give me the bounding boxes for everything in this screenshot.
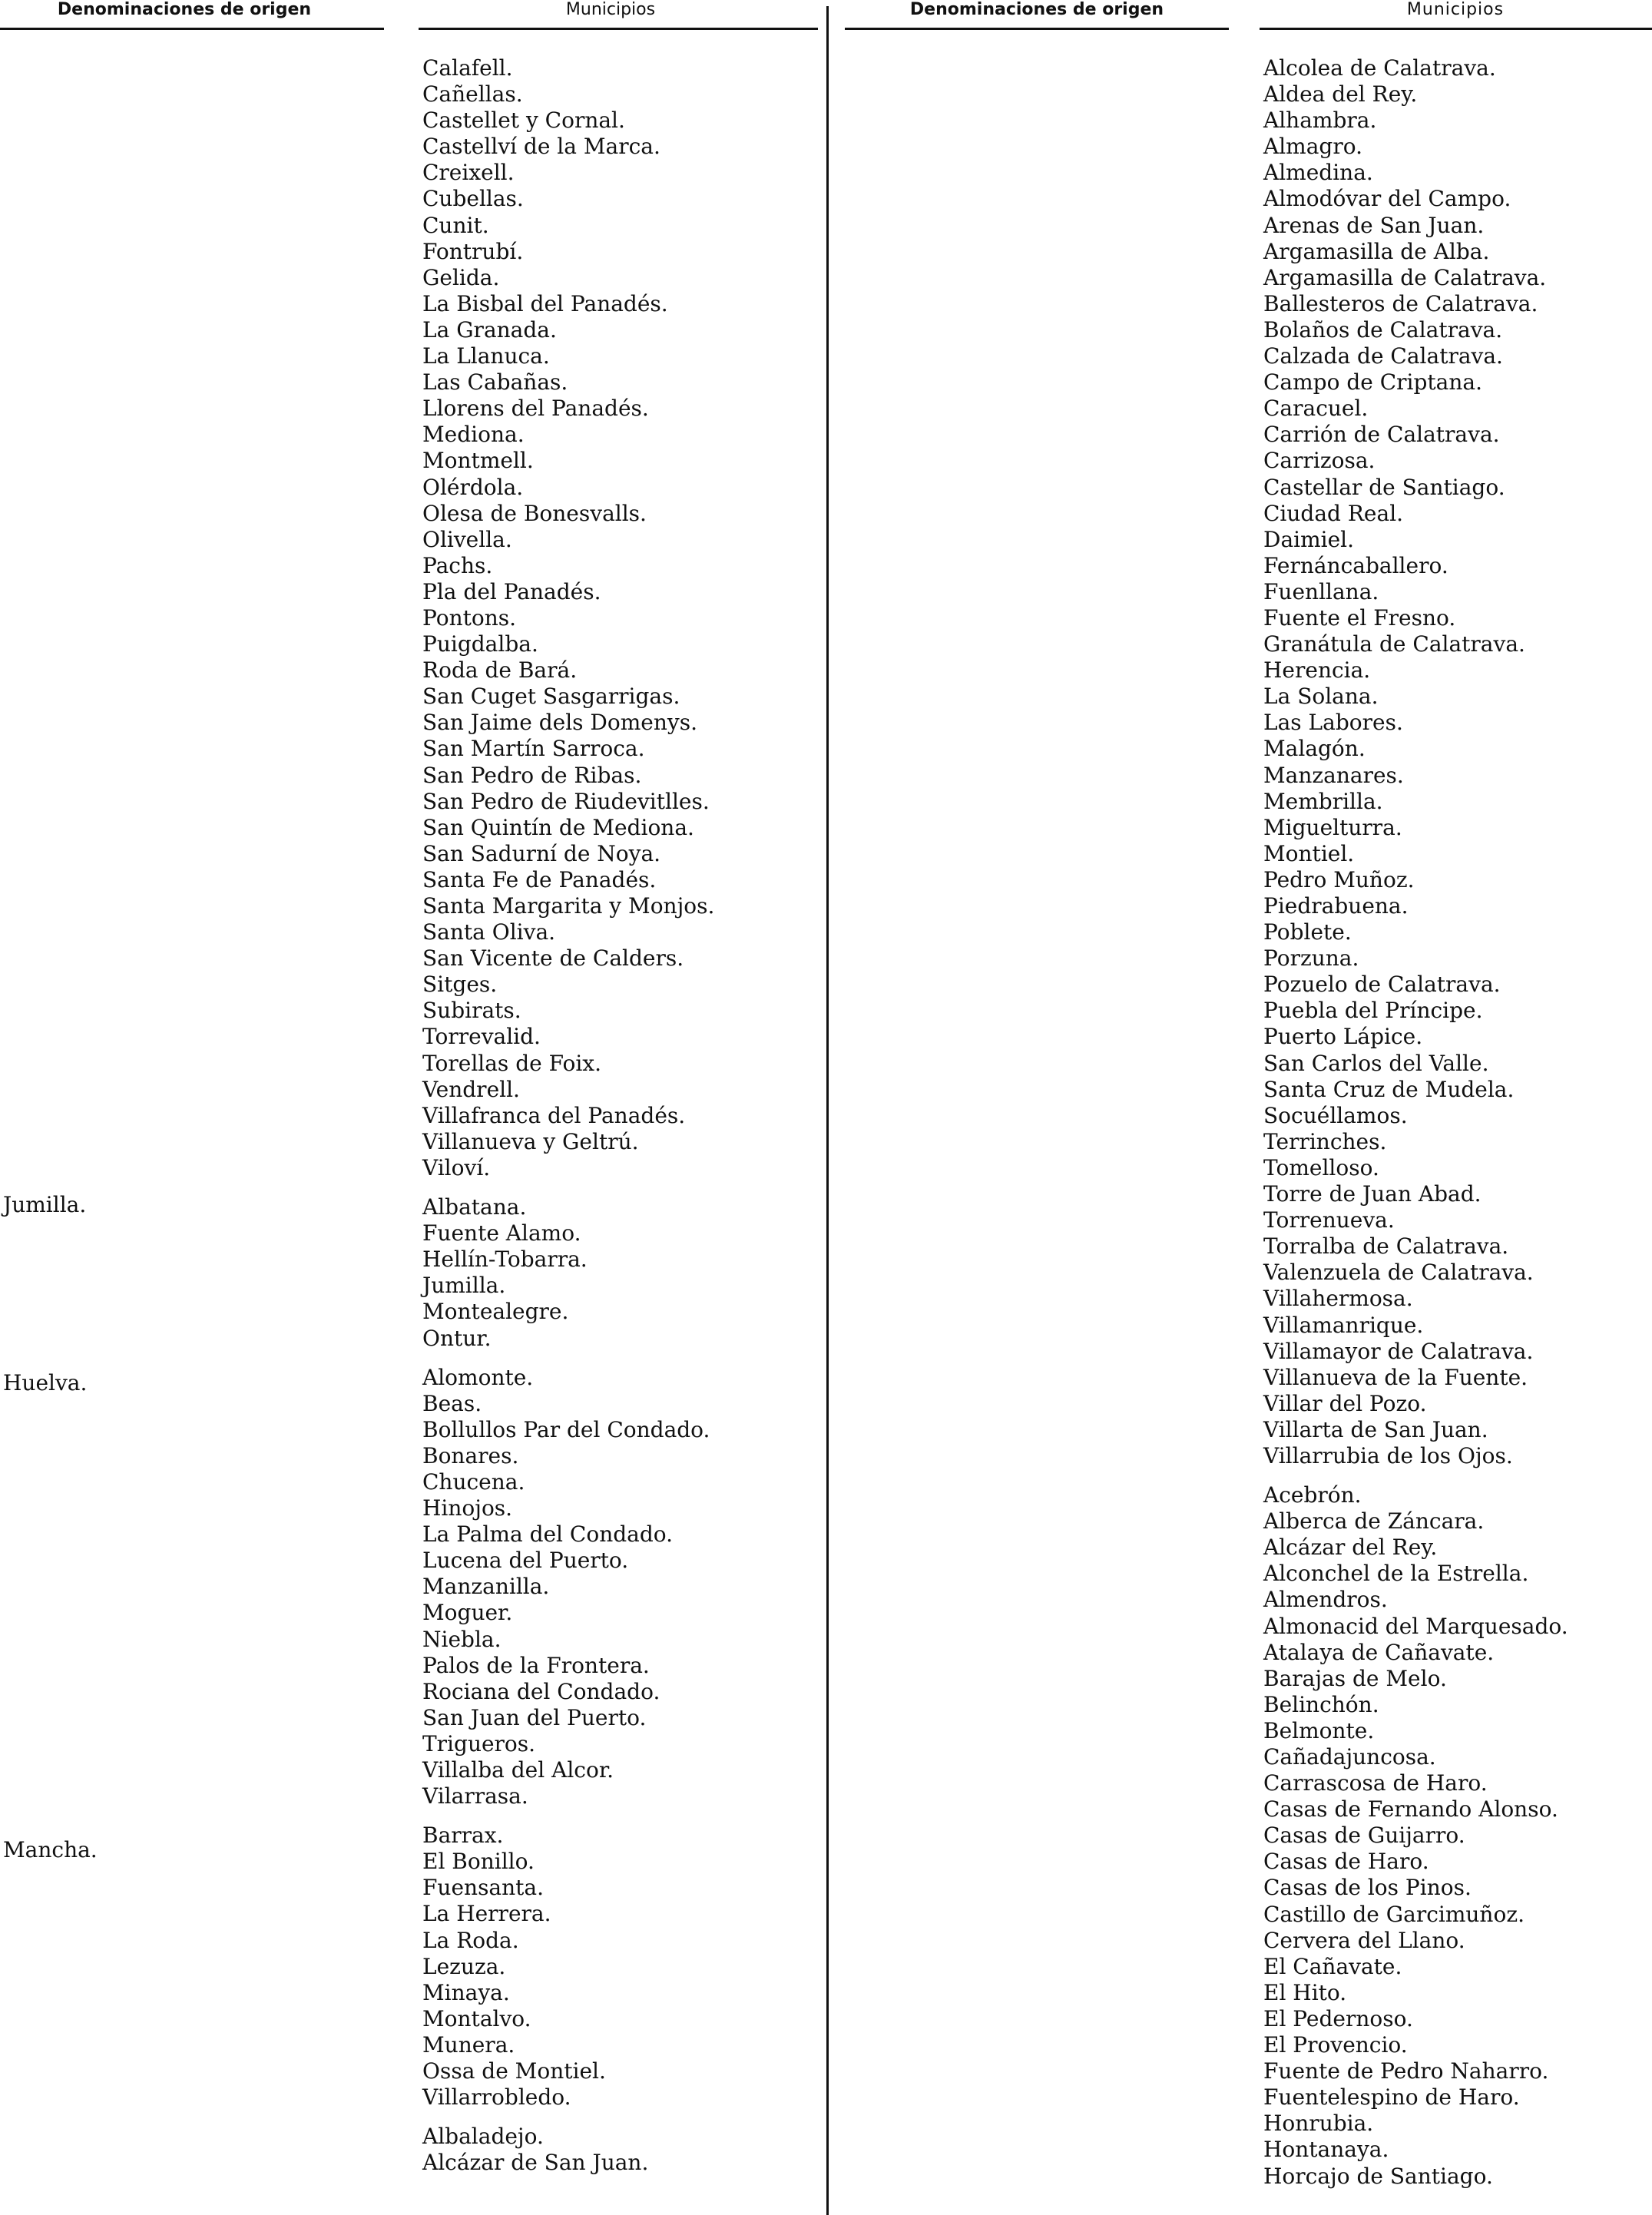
municipio-item: Ossa de Montiel. bbox=[422, 2058, 606, 2084]
municipio-item: Cañellas. bbox=[422, 81, 523, 108]
municipio-item: La Llanuca. bbox=[422, 343, 550, 369]
municipio-item: San Cuget Sasgarrigas. bbox=[422, 684, 680, 710]
municipio-item: Niebla. bbox=[422, 1626, 502, 1652]
municipio-item: Fuensanta. bbox=[422, 1875, 545, 1901]
municipio-item: La Roda. bbox=[422, 1927, 519, 1953]
municipio-item: Bonares. bbox=[422, 1442, 519, 1468]
municipio-item: Miguelturra. bbox=[1263, 814, 1402, 840]
municipio-item: Gelida. bbox=[422, 264, 500, 290]
municipio-item: San Vicente de Calders. bbox=[422, 945, 684, 972]
municipio-item: Villarrobledo. bbox=[422, 2084, 571, 2111]
municipio-item: Bolaños de Calatrava. bbox=[1263, 316, 1503, 343]
municipio-item: Santa Margarita y Monjos. bbox=[422, 893, 715, 919]
municipios-list-right bbox=[1263, 55, 1568, 2190]
municipio-item: Ciudad Real. bbox=[1263, 500, 1404, 526]
municipio-item: Moguer. bbox=[422, 1600, 513, 1626]
municipio-item: Alcázar del Rey. bbox=[1263, 1535, 1438, 1561]
municipio-item: Jumilla. bbox=[422, 1273, 506, 1299]
municipio-item: Hellín-Tobarra. bbox=[422, 1247, 588, 1273]
municipio-item: La Palma del Condado. bbox=[422, 1521, 674, 1548]
municipio-item: Aldea del Rey. bbox=[1263, 81, 1418, 108]
municipio-item: Olérdola. bbox=[422, 474, 524, 500]
municipio-item: El Cañavate. bbox=[1263, 1953, 1402, 1979]
municipio-item: Acebrón. bbox=[1263, 1482, 1362, 1508]
municipio-item: Atalaya de Cañavate. bbox=[1263, 1639, 1495, 1665]
municipio-item: Horcajo de Santiago. bbox=[1263, 2163, 1493, 2189]
municipio-item: Villafranca del Panadés. bbox=[422, 1102, 686, 1128]
municipio-item: Alconchel de la Estrella. bbox=[1263, 1561, 1529, 1587]
municipio-item: Belinchón. bbox=[1263, 1691, 1379, 1717]
group-spacer bbox=[1263, 1469, 1568, 1482]
municipio-item: Fuente de Pedro Naharro. bbox=[1263, 2058, 1549, 2084]
group-spacer bbox=[422, 1352, 714, 1365]
municipio-item: Valenzuela de Calatrava. bbox=[1263, 1260, 1534, 1286]
municipio-item: Rociana del Condado. bbox=[422, 1678, 660, 1704]
municipio-item: Villarrubia de los Ojos. bbox=[1263, 1442, 1513, 1468]
municipio-item: Villanueva y Geltrú. bbox=[422, 1128, 639, 1154]
municipio-item: San Juan del Puerto. bbox=[422, 1704, 647, 1730]
municipio-item: Hontanaya. bbox=[1263, 2137, 1389, 2163]
municipio-item: Sitges. bbox=[422, 972, 498, 998]
municipio-item: Castillo de Garcimuñoz. bbox=[1263, 1901, 1525, 1927]
municipio-item: Torralba de Calatrava. bbox=[1263, 1233, 1509, 1260]
municipio-item: Montiel. bbox=[1263, 840, 1355, 866]
municipio-item: Villar del Pozo. bbox=[1263, 1390, 1427, 1416]
municipio-item: Torellas de Foix. bbox=[422, 1050, 601, 1076]
municipio-item: Carrión de Calatrava. bbox=[1263, 422, 1500, 448]
municipio-item: Tomelloso. bbox=[1263, 1154, 1379, 1180]
municipio-item: Puigdalba. bbox=[422, 631, 538, 657]
municipio-item: El Pedernoso. bbox=[1263, 2005, 1413, 2031]
municipio-item: Puerto Lápice. bbox=[1263, 1024, 1423, 1050]
municipio-item: Campo de Criptana. bbox=[1263, 369, 1483, 396]
municipio-item: Pedro Muñoz. bbox=[1263, 866, 1415, 892]
municipio-item: Castellví de la Marca. bbox=[422, 134, 660, 160]
municipio-item: La Bisbal del Panadés. bbox=[422, 290, 668, 316]
municipio-item: Hinojos. bbox=[422, 1495, 513, 1521]
municipio-item: Herencia. bbox=[1263, 657, 1371, 684]
municipio-item: Arenas de San Juan. bbox=[1263, 212, 1485, 238]
municipio-item: El Provencio. bbox=[1263, 2032, 1408, 2058]
municipio-item: Pla del Panadés. bbox=[422, 578, 601, 604]
municipio-item: Montalvo. bbox=[422, 2005, 531, 2031]
municipio-item: Fuente el Fresno. bbox=[1263, 604, 1456, 631]
municipio-item: Pontons. bbox=[422, 604, 517, 631]
municipio-item: Cubellas. bbox=[422, 186, 524, 212]
header-rule-left-2 bbox=[419, 28, 818, 30]
municipio-item: Villalba del Alcor. bbox=[422, 1757, 614, 1783]
municipio-item: El Bonillo. bbox=[422, 1849, 535, 1875]
origin-mancha: Mancha. bbox=[3, 1837, 98, 1862]
header-municipios-left: Municipios bbox=[565, 0, 656, 19]
municipio-item: Pachs. bbox=[422, 552, 493, 578]
municipio-item: Montealegre. bbox=[422, 1299, 569, 1325]
municipio-item: Lezuza. bbox=[422, 1953, 506, 1979]
municipio-item: Ontur. bbox=[422, 1325, 492, 1351]
municipio-item: Casas de Fernando Alonso. bbox=[1263, 1796, 1558, 1823]
municipio-item: Pozuelo de Calatrava. bbox=[1263, 972, 1501, 998]
municipio-item: Poblete. bbox=[1263, 919, 1352, 945]
group-spacer bbox=[422, 1181, 714, 1194]
municipio-item: Alcázar de San Juan. bbox=[422, 2150, 649, 2176]
origin-jumilla: Jumilla. bbox=[3, 1192, 87, 1217]
origin-huelva: Huelva. bbox=[3, 1370, 88, 1396]
municipio-item: Trigueros. bbox=[422, 1730, 536, 1756]
municipio-item: Cunit. bbox=[422, 212, 489, 238]
municipio-item: Las Cabañas. bbox=[422, 369, 568, 396]
municipio-item: Torrevalid. bbox=[422, 1024, 541, 1050]
municipio-item: Roda de Bará. bbox=[422, 657, 578, 684]
municipio-item: Alcolea de Calatrava. bbox=[1263, 55, 1496, 81]
group-spacer bbox=[422, 1809, 714, 1823]
municipio-item: Alberca de Záncara. bbox=[1263, 1508, 1485, 1535]
municipio-item: Fuenllana. bbox=[1263, 578, 1379, 604]
municipio-item: Daimiel. bbox=[1263, 526, 1355, 552]
group-spacer bbox=[422, 2111, 714, 2124]
municipio-item: Lucena del Puerto. bbox=[422, 1548, 629, 1574]
municipio-item: Villanueva de la Fuente. bbox=[1263, 1364, 1528, 1390]
municipio-item: Castellar de Santiago. bbox=[1263, 474, 1505, 500]
municipio-item: Casas de Guijarro. bbox=[1263, 1823, 1465, 1849]
municipio-item: Barrax. bbox=[422, 1823, 504, 1849]
header-rule-right-1 bbox=[845, 28, 1229, 30]
municipio-item: Ballesteros de Calatrava. bbox=[1263, 290, 1538, 316]
municipio-item: Llorens del Panadés. bbox=[422, 396, 649, 422]
municipio-item: Castellet y Cornal. bbox=[422, 108, 625, 134]
municipio-item: Santa Cruz de Mudela. bbox=[1263, 1076, 1515, 1102]
municipio-item: Albatana. bbox=[422, 1194, 527, 1220]
municipio-item: Piedrabuena. bbox=[1263, 893, 1409, 919]
municipio-item: Villamayor de Calatrava. bbox=[1263, 1338, 1534, 1364]
municipio-item: La Herrera. bbox=[422, 1901, 551, 1927]
municipio-item: Las Labores. bbox=[1263, 710, 1403, 736]
municipio-item: Porzuna. bbox=[1263, 945, 1359, 972]
municipio-item: Cervera del Llano. bbox=[1263, 1927, 1465, 1953]
municipio-item: Almagro. bbox=[1263, 134, 1362, 160]
municipio-item: Subirats. bbox=[422, 998, 521, 1024]
municipio-item: Malagón. bbox=[1263, 736, 1366, 762]
municipio-item: Bollullos Par del Condado. bbox=[422, 1416, 710, 1442]
municipio-item: Almonacid del Marquesado. bbox=[1263, 1613, 1568, 1639]
municipio-item: Alhambra. bbox=[1263, 108, 1377, 134]
municipio-item: Fuente Alamo. bbox=[422, 1220, 581, 1247]
municipio-item: Barajas de Melo. bbox=[1263, 1665, 1447, 1691]
header-denominaciones-left: Denominaciones de origen bbox=[57, 0, 312, 19]
municipio-item: Albaladejo. bbox=[422, 2124, 544, 2150]
header-municipios-right: Municipios bbox=[1406, 0, 1505, 19]
municipio-item: La Granada. bbox=[422, 316, 557, 343]
municipio-item: Casas de Haro. bbox=[1263, 1849, 1429, 1875]
header-denominaciones-right: Denominaciones de origen bbox=[909, 0, 1164, 19]
municipio-item: Manzanares. bbox=[1263, 762, 1404, 788]
municipio-item: Calafell. bbox=[422, 55, 513, 81]
municipio-item: Almedina. bbox=[1263, 160, 1373, 186]
municipio-item: Honrubia. bbox=[1263, 2111, 1374, 2137]
municipio-item: San Quintín de Mediona. bbox=[422, 814, 694, 840]
header-rule-left-1 bbox=[0, 28, 384, 30]
column-divider bbox=[826, 6, 829, 2215]
municipio-item: Almodóvar del Campo. bbox=[1263, 186, 1511, 212]
municipio-item: Caracuel. bbox=[1263, 396, 1369, 422]
municipio-item: San Martín Sarroca. bbox=[422, 736, 645, 762]
municipio-item: Belmonte. bbox=[1263, 1717, 1375, 1743]
municipio-item: Cañadajuncosa. bbox=[1263, 1744, 1436, 1770]
municipio-item: Calzada de Calatrava. bbox=[1263, 343, 1503, 369]
municipio-item: Montmell. bbox=[422, 448, 534, 474]
municipio-item: Santa Fe de Panadés. bbox=[422, 866, 657, 892]
municipio-item: Creixell. bbox=[422, 160, 515, 186]
municipio-item: Santa Oliva. bbox=[422, 919, 556, 945]
municipio-item: Carrascosa de Haro. bbox=[1263, 1770, 1488, 1796]
municipio-item: Torrenueva. bbox=[1263, 1207, 1395, 1233]
municipio-item: Fernáncaballero. bbox=[1263, 552, 1448, 578]
municipio-item: Socuéllamos. bbox=[1263, 1102, 1408, 1128]
municipio-item: Beas. bbox=[422, 1390, 482, 1416]
municipio-item: Alomonte. bbox=[422, 1364, 534, 1390]
municipio-item: La Solana. bbox=[1263, 684, 1379, 710]
municipio-item: Fuentelespino de Haro. bbox=[1263, 2084, 1520, 2111]
municipio-item: Palos de la Frontera. bbox=[422, 1652, 650, 1678]
municipio-item: Chucena. bbox=[422, 1468, 525, 1495]
municipio-item: Vilarrasa. bbox=[422, 1783, 528, 1809]
municipio-item: San Pedro de Ribas. bbox=[422, 762, 642, 788]
municipio-item: Villahermosa. bbox=[1263, 1286, 1413, 1312]
municipio-item: Villarta de San Juan. bbox=[1263, 1416, 1488, 1442]
municipio-item: Mediona. bbox=[422, 422, 525, 448]
municipio-item: Olivella. bbox=[422, 526, 512, 552]
municipio-item: Carrizosa. bbox=[1263, 448, 1376, 474]
municipio-item: Almendros. bbox=[1263, 1587, 1388, 1613]
municipio-item: Munera. bbox=[422, 2031, 515, 2058]
municipio-item: Membrilla. bbox=[1263, 788, 1383, 814]
municipio-item: Minaya. bbox=[422, 1979, 510, 2005]
municipio-item: Olesa de Bonesvalls. bbox=[422, 500, 647, 526]
municipio-item: Casas de los Pinos. bbox=[1263, 1875, 1472, 1901]
municipio-item: Vendrell. bbox=[422, 1076, 520, 1102]
municipio-item: Villamanrique. bbox=[1263, 1312, 1424, 1338]
municipio-item: San Pedro de Riudevitlles. bbox=[422, 788, 710, 814]
municipio-item: San Jaime dels Domenys. bbox=[422, 710, 697, 736]
municipio-item: Viloví. bbox=[422, 1154, 491, 1180]
municipio-item: Argamasilla de Calatrava. bbox=[1263, 264, 1547, 290]
municipio-item: El Hito. bbox=[1263, 1979, 1347, 2005]
municipio-item: Torre de Juan Abad. bbox=[1263, 1181, 1482, 1207]
municipio-item: Argamasilla de Alba. bbox=[1263, 238, 1490, 264]
municipio-item: Terrinches. bbox=[1263, 1128, 1387, 1154]
municipio-item: San Sadurní de Noya. bbox=[422, 840, 661, 866]
municipio-item: Fontrubí. bbox=[422, 238, 524, 264]
municipio-item: Puebla del Príncipe. bbox=[1263, 998, 1483, 1024]
municipio-item: Granátula de Calatrava. bbox=[1263, 631, 1525, 657]
municipios-list-left bbox=[422, 55, 714, 2176]
header-rule-right-2 bbox=[1260, 28, 1652, 30]
municipio-item: San Carlos del Valle. bbox=[1263, 1050, 1489, 1076]
municipio-item: Manzanilla. bbox=[422, 1574, 550, 1600]
